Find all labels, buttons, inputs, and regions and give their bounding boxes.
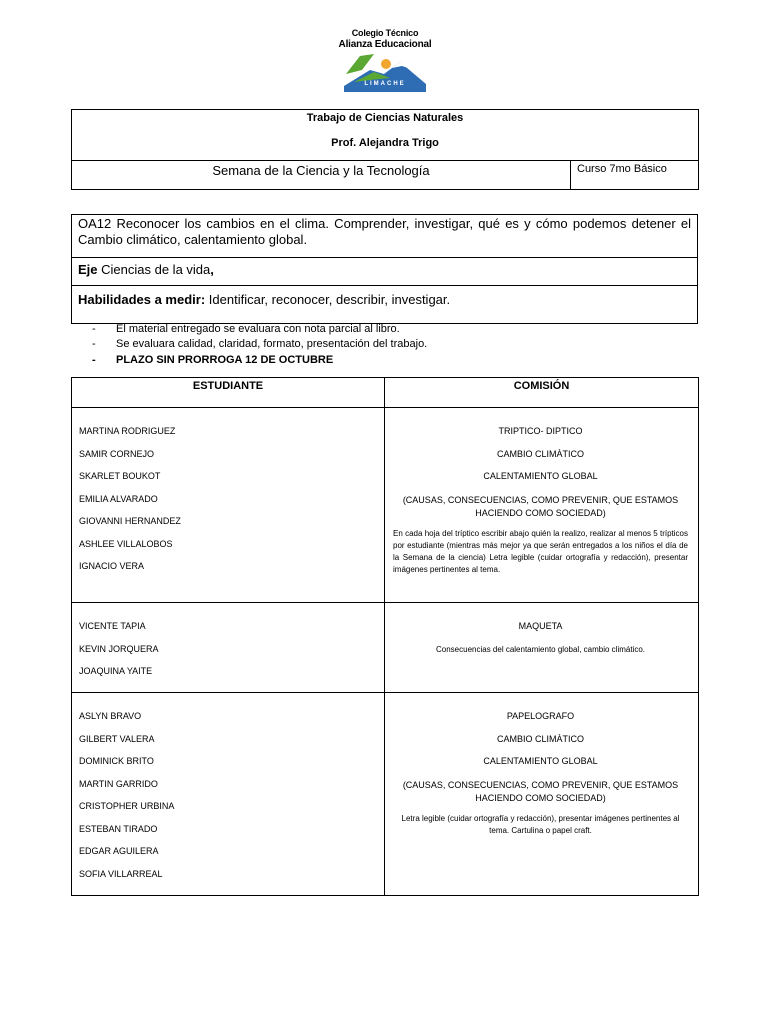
commission-column-header: COMISIÓN [385, 378, 699, 408]
commission-instructions: En cada hoja del tríptico escribir abajo quién la realizo, realizar al menos 5 trípticos por estudiante (mientras más mejor ya que serán entregados a los niños el día de la Semana de la ciencia) Letra legible (cuidar ortografía y redacción), presentar imágenes pertinentes al tema. [393, 528, 688, 574]
notes-list [92, 322, 427, 368]
logo-line-3: LIMACHE [364, 81, 406, 87]
learning-objective: OA12 Reconocer los cambios en el clima. Comprender, investigar, qué es y cómo podemos detener el Cambio climático, calentamiento global. [72, 215, 698, 258]
commission-item: MAQUETA [518, 621, 563, 631]
commission-cell [385, 693, 699, 896]
commission-cell [385, 603, 699, 693]
table-row [72, 408, 699, 603]
axis-label: Eje [78, 262, 98, 277]
student-name: JOAQUINA YAITE [79, 666, 153, 676]
student-name: MARTIN GARRIDO [79, 778, 158, 789]
student-name: SAMIR CORNEJO [79, 448, 155, 459]
commission-item: (CAUSAS, CONSECUENCIAS, COMO PREVENIR, QUE ESTAMOS HACIENDO COMO SOCIEDAD) [402, 494, 679, 518]
student-name: MARTINA RODRIGUEZ [79, 426, 176, 436]
commission-instructions: Letra legible (cuidar ortografía y redacción), presentar imágenes pertinentes al tema. Cartulina o papel craft. [401, 813, 680, 835]
deadline-text: PLAZO SIN PRORROGA 12 DE OCTUBRE [116, 354, 334, 366]
school-logo [330, 28, 440, 92]
student-name: KEVIN JORQUERA [79, 643, 159, 654]
axis-row [72, 258, 698, 286]
student-name: CRISTOPHER URBINA [79, 801, 175, 811]
student-name: EMILIA ALVARADO [79, 493, 158, 504]
note-text: Se evaluara calidad, claridad, formato, presentación del trabajo. [116, 338, 428, 350]
student-name: GILBERT VALERA [79, 733, 155, 744]
commission-item: TRIPTICO- DIPTICO [498, 426, 583, 436]
student-column-header: ESTUDIANTE [72, 378, 385, 408]
objective-table [71, 214, 698, 324]
teacher-name: Prof. Alejandra Trigo [331, 137, 439, 149]
student-name: ESTEBAN TIRADO [79, 823, 158, 834]
note-text: El material entregado se evaluara con nota parcial al libro. [116, 323, 400, 335]
table-row [72, 603, 699, 693]
student-list [72, 408, 385, 603]
axis-comma: , [210, 262, 214, 277]
commission-item: (CAUSAS, CONSECUENCIAS, COMO PREVENIR, QUE ESTAMOS HACIENDO COMO SOCIEDAD) [402, 779, 679, 803]
commission-instructions: Consecuencias del calentamiento global, cambio climático. [436, 644, 645, 654]
student-name: GIOVANNI HERNANDEZ [79, 516, 181, 526]
logo-line-1: Colegio Técnico [351, 28, 419, 38]
table-row [72, 693, 699, 896]
commission-item: CALENTAMIENTO GLOBAL [483, 471, 598, 481]
commission-cell [385, 408, 699, 603]
commission-item: CALENTAMIENTO GLOBAL [483, 756, 598, 766]
student-list [72, 693, 385, 896]
skills-value: Identificar, reconocer, describir, investigar. [208, 292, 451, 307]
student-name: SKARLET BOUKOT [79, 471, 161, 481]
student-name: SOFIA VILLARREAL [79, 868, 163, 879]
skills-row [72, 286, 698, 324]
logo-line-2: Alianza Educacional [338, 39, 432, 50]
commission-item: CAMBIO CLIMÀTICO [496, 448, 584, 459]
assignments-table [71, 377, 699, 896]
student-name: EDGAR AGUILERA [79, 846, 159, 856]
event-name: Semana de la Ciencia y la Tecnología [72, 161, 571, 190]
student-name: ASLYN BRAVO [79, 711, 142, 721]
student-name: ASHLEE VILLALOBOS [79, 538, 173, 549]
course-label: Curso 7mo Básico [571, 161, 699, 190]
axis-value: Ciencias de la vida [101, 262, 211, 277]
student-list [72, 603, 385, 693]
commission-item: CAMBIO CLIMÀTICO [496, 733, 584, 744]
skills-label: Habilidades a medir: [78, 292, 206, 307]
header-title-cell [72, 110, 699, 161]
student-name: DOMINICK BRITO [79, 756, 154, 766]
commission-item: PAPELOGRAFO [506, 711, 575, 721]
work-title: Trabajo de Ciencias Naturales [306, 112, 464, 124]
note-item: - El material entregado se evaluara con nota parcial al libro. [92, 323, 400, 335]
note-item: - Se evaluara calidad, claridad, formato, presentación del trabajo. [92, 338, 428, 350]
student-name: VICENTE TAPIA [79, 621, 146, 631]
deadline-note: - PLAZO SIN PRORROGA 12 DE OCTUBRE [92, 354, 334, 366]
student-name: IGNACIO VERA [79, 561, 145, 571]
header-table [71, 109, 699, 190]
